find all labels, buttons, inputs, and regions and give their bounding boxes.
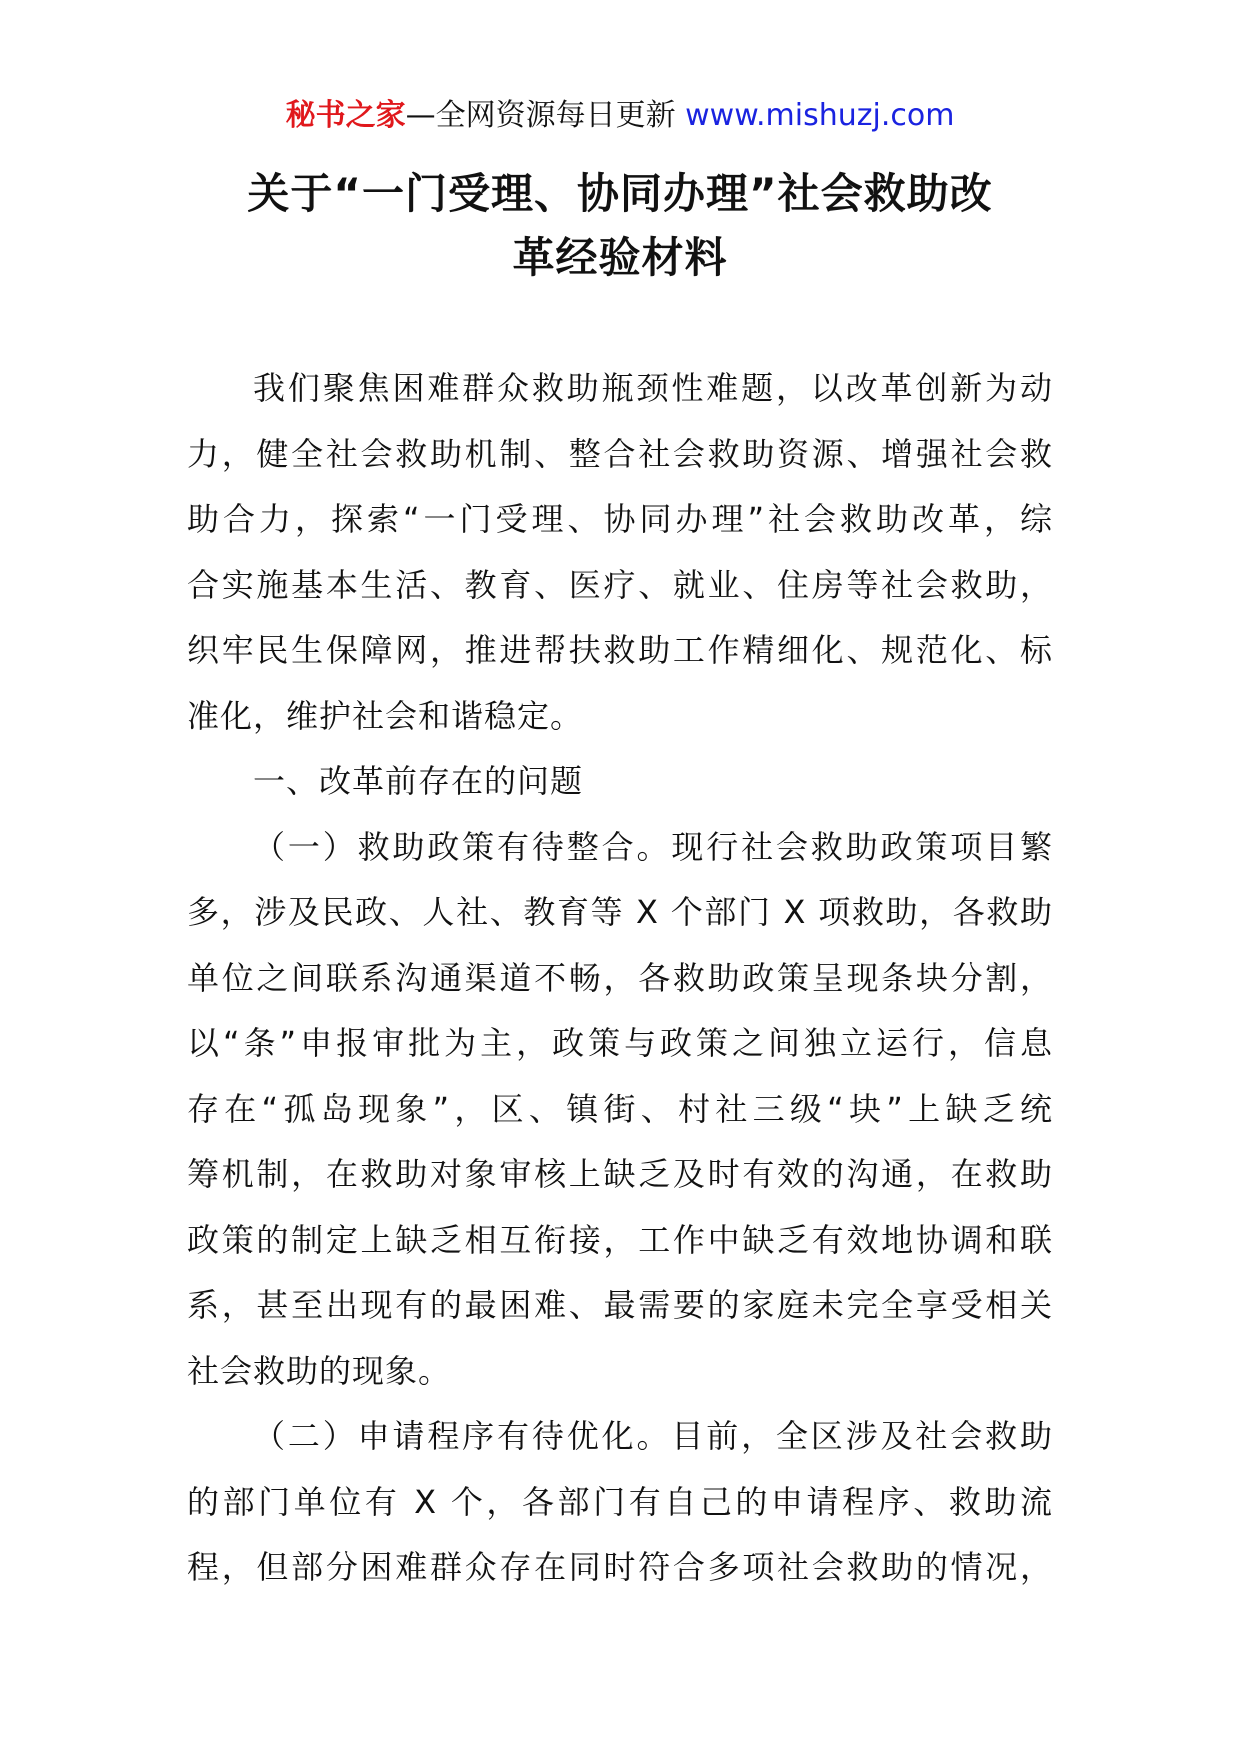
text-line: 织牢民生保障网，推进帮扶救助工作精细化、规范化、标 xyxy=(187,631,1053,669)
site-header xyxy=(0,96,1240,136)
text-line: 多，涉及民政、人社、教育等 X 个部门 X 项救助，各救助 xyxy=(187,893,1053,931)
text-line: 以“条”申报审批为主，政策与政策之间独立运行，信息 xyxy=(187,1024,1053,1062)
text-line: 程，但部分困难群众存在同时符合多项社会救助的情况， xyxy=(187,1548,1053,1586)
text-line: 我们聚焦困难群众救助瓶颈性难题，以改革创新为动 xyxy=(253,369,1053,407)
document-title xyxy=(150,162,1090,290)
site-tagline: —全网资源每日更新 xyxy=(405,98,686,133)
text-line: 存在“孤岛现象”，区、镇街、村社三级“块”上缺乏统 xyxy=(187,1089,1053,1128)
section-1-heading: 一、改革前存在的问题 xyxy=(253,762,584,800)
intro-paragraph xyxy=(187,356,1053,749)
text-line: 政策的制定上缺乏相互衔接，工作中缺乏有效地协调和联 xyxy=(187,1220,1053,1259)
text-line: 社会救助的现象。 xyxy=(187,1351,452,1390)
text-line: 力，健全社会救助机制、整合社会救助资源、增强社会救 xyxy=(187,434,1053,473)
text-line: 系，甚至出现有的最困难、最需要的家庭未完全享受相关 xyxy=(187,1286,1053,1324)
text-line: （一）救助政策有待整合。现行社会救助政策项目繁 xyxy=(253,827,1053,866)
document-body xyxy=(187,356,1053,1601)
text-line: 筹机制，在救助对象审核上缺乏及时有效的沟通，在救助 xyxy=(187,1155,1053,1193)
title-line-1: 关于“一门受理、协同办理”社会救助改 xyxy=(247,169,993,218)
text-line: 合实施基本生活、教育、医疗、就业、住房等社会救助， xyxy=(187,565,1053,604)
site-url-link[interactable]: www.mishuzj.com xyxy=(685,98,955,133)
item-2-paragraph xyxy=(187,1404,1053,1601)
section-heading xyxy=(187,749,1053,815)
text-line: 单位之间联系沟通渠道不畅，各救助政策呈现条块分割， xyxy=(187,958,1053,997)
site-brand: 秘书之家 xyxy=(285,98,406,133)
text-line: （二）申请程序有待优化。目前，全区涉及社会救助 xyxy=(253,1417,1053,1455)
text-line: 准化，维护社会和谐稳定。 xyxy=(187,696,584,735)
text-line: 的部门单位有 X 个，各部门有自己的申请程序、救助流 xyxy=(187,1482,1053,1521)
text-line: 助合力，探索“一门受理、协同办理”社会救助改革，综 xyxy=(187,500,1053,538)
title-line-2: 革经验材料 xyxy=(512,233,728,282)
item-1-paragraph xyxy=(187,815,1053,1405)
